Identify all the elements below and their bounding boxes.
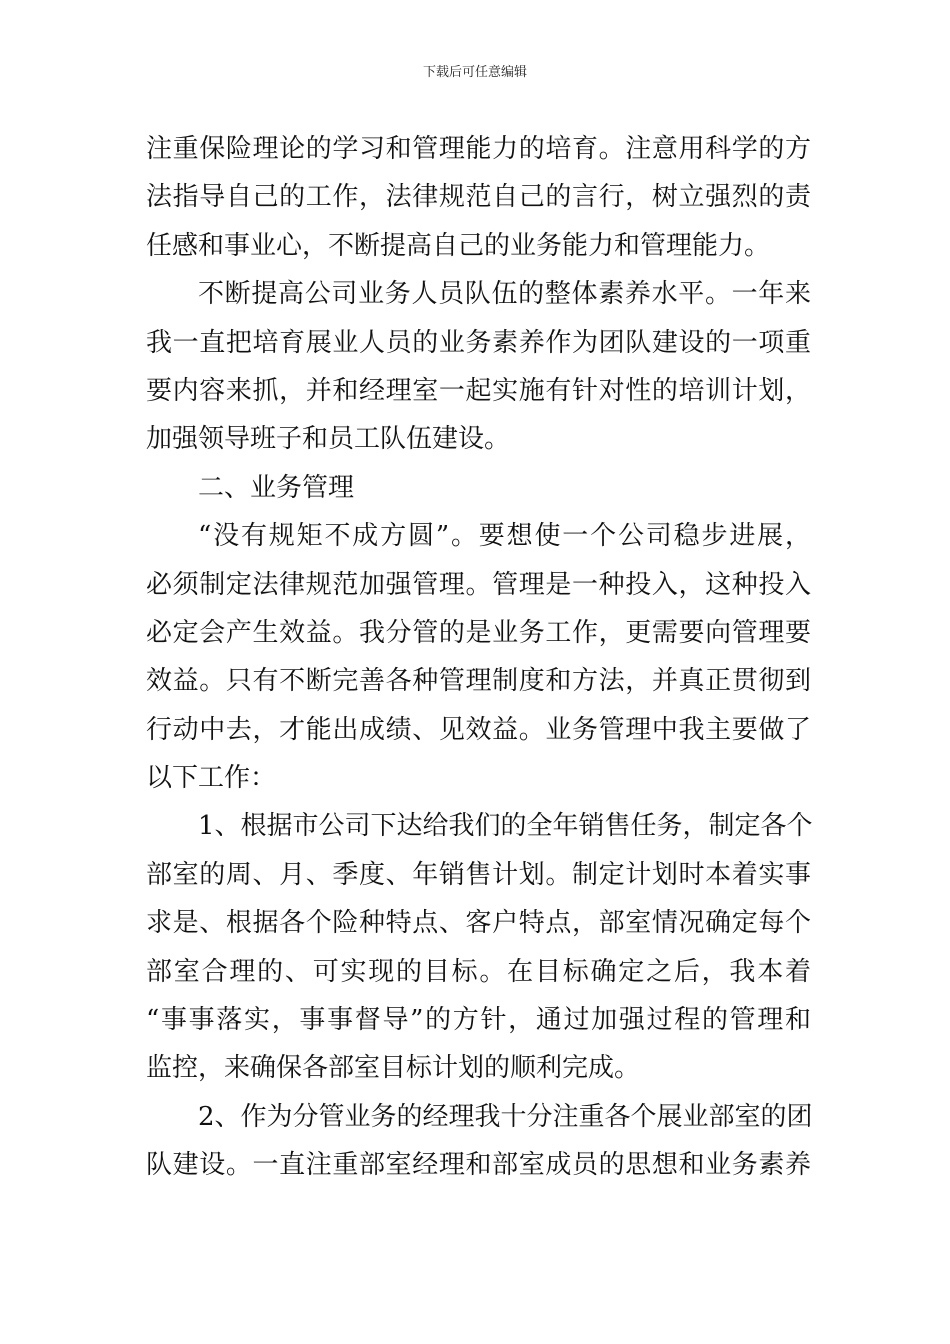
text-line: 不断提高公司业务人员队伍的整体素养水平。一年来: [198, 279, 811, 310]
text-line: “事事落实，事事督导”的方针，通过加强过程的管理和: [146, 1005, 811, 1036]
text-line: 我一直把培育展业人员的业务素养作为团队建设的一项重: [146, 327, 811, 358]
text-line: 必定会产生效益。我分管的是业务工作，更需要向管理要: [146, 617, 811, 648]
text-line: 要内容来抓，并和经理室一起实施有针对性的培训计划，: [146, 375, 811, 406]
text-line: 1、根据市公司下达给我们的全年销售任务，制定各个: [198, 811, 813, 842]
text-line: 任感和事业心，不断提高自己的业务能力和管理能力。: [146, 230, 771, 261]
text-line: 监控，来确保各部室目标计划的顺利完成。: [146, 1053, 641, 1084]
text-line: 求是、根据各个险种特点、客户特点，部室情况确定每个: [146, 908, 811, 939]
text-line: 部室的周、月、季度、年销售计划。制定计划时本着实事: [146, 859, 811, 890]
text-line: 2、作为分管业务的经理我十分注重各个展业部室的团: [198, 1101, 813, 1132]
text-line: 队建设。一直注重部室经理和部室成员的思想和业务素养: [146, 1150, 811, 1181]
text-line: 加强领导班子和员工队伍建设。: [146, 424, 511, 455]
text-line: 以下工作：: [146, 763, 277, 794]
text-line: 必须制定法律规范加强管理。管理是一种投入，这种投入: [146, 569, 811, 600]
text-line: “没有规矩不成方圆”。要想使一个公司稳步进展，: [198, 521, 811, 552]
text-line: 部室合理的、可实现的目标。在目标确定之后，我本着: [146, 956, 811, 987]
text-line: 法指导自己的工作，法律规范自己的言行，树立强烈的责: [146, 182, 811, 213]
section-heading: 二、业务管理: [198, 472, 355, 503]
document-body: [146, 125, 811, 1190]
text-line: 效益。只有不断完善各种管理制度和方法，并真正贯彻到: [146, 666, 811, 697]
page-header: 下载后可任意编辑: [422, 65, 527, 80]
text-line: 注重保险理论的学习和管理能力的培育。注意用科学的方: [146, 134, 811, 164]
text-line: 行动中去，才能出成绩、见效益。业务管理中我主要做了: [146, 714, 811, 745]
